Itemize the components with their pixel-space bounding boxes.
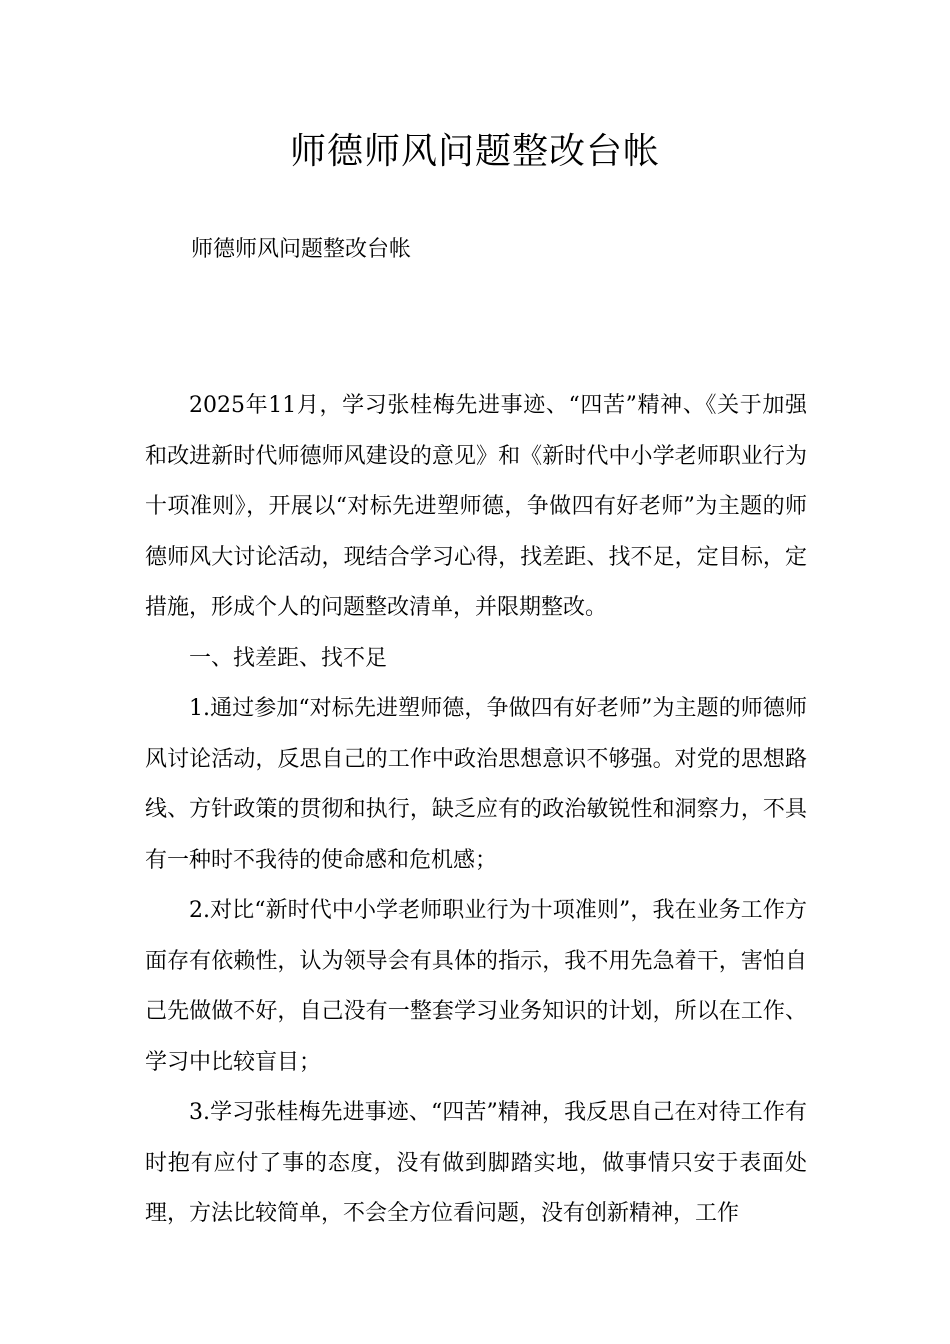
document-body bbox=[145, 381, 807, 1240]
section-heading: 一、找差距、找不足 bbox=[189, 645, 388, 671]
item-paragraph-3: 3.学习张桂梅先进事迹、“四苦”精神，我反思自己在对待工作有时抱有应付了事的态度，没有做到脚踏实地，做事情只安于表面处理，方法比较简单，不会全方位看问题，没有创新精神，工作 bbox=[145, 1100, 807, 1226]
document-title: 师德师风问题整改台帐 bbox=[289, 131, 660, 172]
item-paragraph-1: 1.通过参加“对标先进塑师德，争做四有好老师”为主题的师德师风讨论活动，反思自己的工作中政治思想意识不够强。对党的思想路线、方针政策的贯彻和执行，缺乏应有的政治敏锐性和洞察力，不具有一种时不我待的使命感和危机感； bbox=[145, 696, 807, 873]
document-subtitle: 师德师风问题整改台帐 bbox=[191, 237, 412, 262]
item-paragraph-2: 2.对比“新时代中小学老师职业行为十项准则”，我在业务工作方面存有依赖性，认为领导会有具体的指示，我不用先急着干，害怕自己先做做不好，自己没有一整套学习业务知识的计划，所以在工作、学习中比较盲目； bbox=[145, 898, 807, 1075]
intro-paragraph: 2025年11月，学习张桂梅先进事迹、“四苦”精神、《关于加强和改进新时代师德师风建设的意见》和《新时代中小学老师职业行为十项准则》，开展以“对标先进塑师德，争做四有好老师”为主题的师德师风大讨论活动，现结合学习心得，找差距、找不足，定目标，定措施，形成个人的问题整改清单，并限期整改。 bbox=[145, 393, 807, 620]
